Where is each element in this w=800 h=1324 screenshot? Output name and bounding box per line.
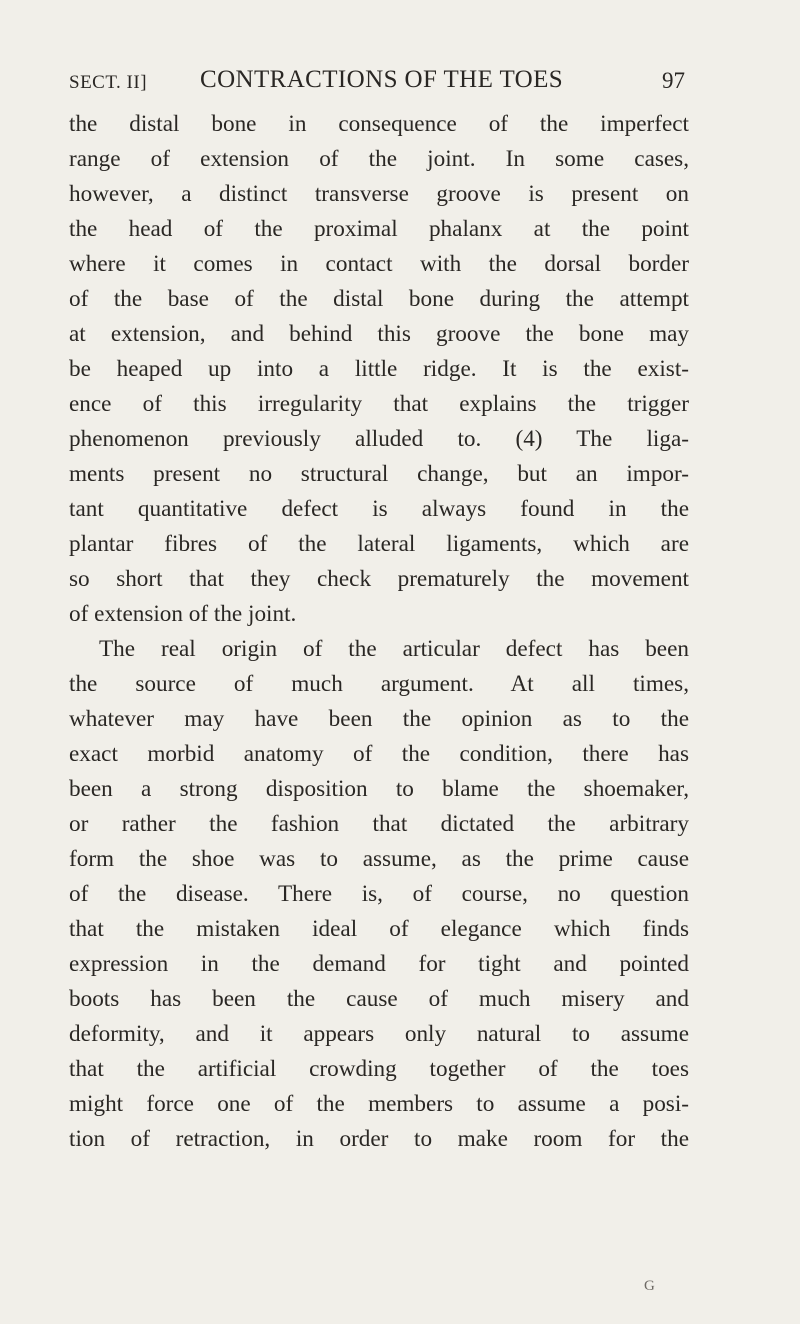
text-line: of the disease. There is, of course, no question (69, 881, 689, 907)
text-line: tion of retraction, in order to make room for the (69, 1126, 689, 1152)
text-line: ence of this irregularity that explains the trigger (69, 391, 689, 417)
text-line: the source of much argument. At all times, (69, 671, 689, 697)
section-reference: SECT. II] (69, 72, 148, 93)
body-text (69, 107, 689, 1157)
text-line: be heaped up into a little ridge. It is the exist- (69, 356, 689, 382)
text-line: whatever may have been the opinion as to the (69, 706, 689, 732)
text-line: however, a distinct transverse groove is present on (69, 181, 689, 207)
text-line: phenomenon previously alluded to. (4) The liga- (69, 426, 689, 452)
text-line: ments present no structural change, but an impor- (69, 461, 689, 487)
text-line: exact morbid anatomy of the condition, there has (69, 741, 689, 767)
text-line: been a strong disposition to blame the shoemaker, (69, 776, 689, 802)
text-line: at extension, and behind this groove the bone may (69, 321, 689, 347)
text-line: might force one of the members to assume a posi- (69, 1091, 689, 1117)
running-head (69, 66, 685, 100)
text-line: the distal bone in consequence of the imperfect (69, 111, 689, 137)
running-title: CONTRACTIONS OF THE TOES (200, 66, 564, 93)
text-line: of the base of the distal bone during the attempt (69, 286, 689, 312)
text-line: so short that they check prematurely the movement (69, 566, 689, 592)
text-line: plantar fibres of the lateral ligaments, which are (69, 531, 689, 557)
text-line: the head of the proximal phalanx at the point (69, 216, 689, 242)
text-line: boots has been the cause of much misery and (69, 986, 689, 1012)
text-line: or rather the fashion that dictated the arbitrary (69, 811, 689, 837)
text-line: tant quantitative defect is always found in the (69, 496, 689, 522)
page-number: 97 (662, 68, 685, 93)
text-line: range of extension of the joint. In some cases, (69, 146, 689, 172)
text-line: that the mistaken ideal of elegance which finds (69, 916, 689, 942)
text-line: form the shoe was to assume, as the prime cause (69, 846, 689, 872)
text-line: expression in the demand for tight and pointed (69, 951, 689, 977)
text-line: of extension of the joint. (69, 601, 297, 627)
text-line: The real origin of the articular defect has been (99, 636, 689, 662)
signature-mark: G (644, 1278, 655, 1294)
text-line: that the artificial crowding together of the toes (69, 1056, 689, 1082)
text-line: deformity, and it appears only natural to assume (69, 1021, 689, 1047)
text-line: where it comes in contact with the dorsal border (69, 251, 689, 277)
